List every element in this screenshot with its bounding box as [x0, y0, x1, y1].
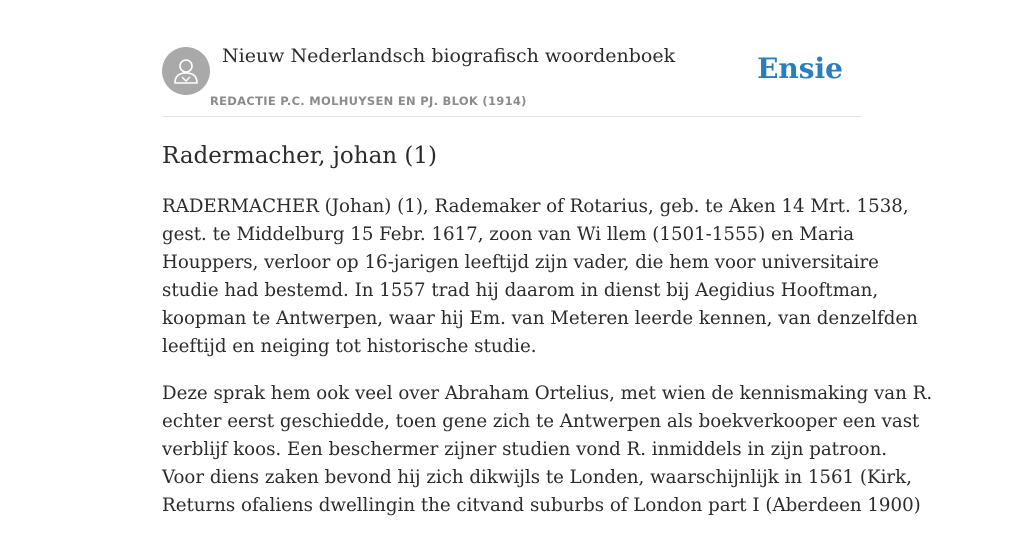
book-subtitle: REDACTIE P.C. MOLHUYSEN EN PJ. BLOK (1914) — [210, 94, 527, 108]
text-line: echter eerst geschiedde, toen gene zich te Antwerpen als boekverkooper een vast — [162, 411, 920, 432]
header — [162, 0, 862, 117]
paragraph — [162, 193, 918, 361]
text-line: koopman te Antwerpen, waar hij Em. van Meteren leerde kennen, van denzelfden — [162, 308, 918, 329]
paragraph — [162, 380, 933, 520]
text-line: Deze sprak hem ook veel over Abraham Ortelius, met wien de kennismaking van R. — [162, 383, 933, 404]
book-title[interactable]: Nieuw Nederlandsch biografisch woordenboek — [222, 45, 676, 67]
text-line: studie had bestemd. In 1557 trad hij daarom in dienst bij Aegidius Hooftman, — [162, 280, 879, 301]
entry-title: Radermacher, johan (1) — [162, 143, 438, 169]
user-icon — [173, 57, 199, 85]
text-line: verblijf koos. Een beschermer zijner studien vond R. inmiddels in zijn patroon. — [162, 439, 888, 460]
brand-logo[interactable]: Ensie — [757, 52, 843, 85]
text-line: Voor diens zaken bevond hij zich dikwijls te Londen, waarschijnlijk in 1561 (Kirk, — [162, 467, 912, 488]
text-line: Returns ofaliens dwellingin the citvand suburbs of London part I (Aberdeen 1900) — [162, 495, 921, 516]
text-line: gest. te Middelburg 15 Febr. 1617, zoon van Wi llem (1501-1555) en Maria — [162, 224, 855, 245]
page — [162, 0, 933, 539]
entry-body — [162, 193, 933, 520]
avatar[interactable] — [162, 47, 210, 95]
text-line: leeftijd en neiging tot historische studie. — [162, 336, 537, 357]
text-line: RADERMACHER (Johan) (1), Rademaker of Rotarius, geb. te Aken 14 Mrt. 1538, — [162, 196, 909, 217]
text-line: Houppers, verloor op 16-jarigen leeftijd zijn vader, die hem voor universitaire — [162, 252, 879, 273]
